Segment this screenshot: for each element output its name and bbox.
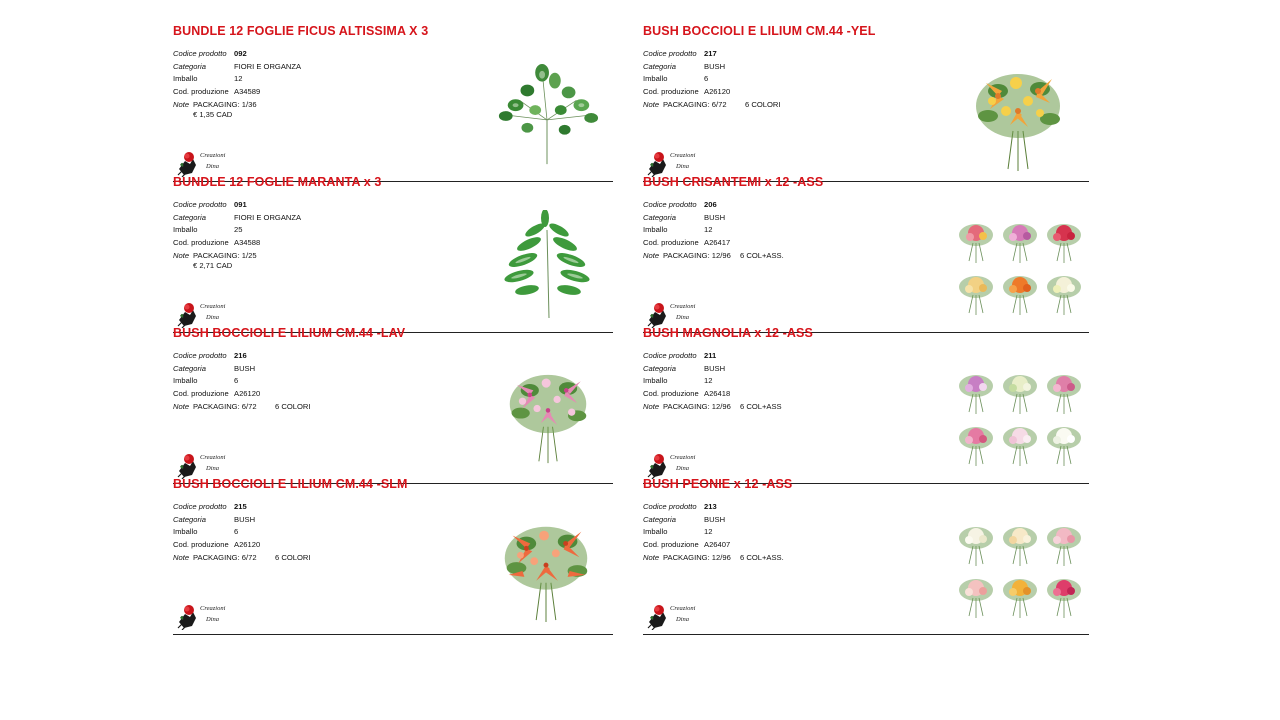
product-card-lily-slm: [173, 477, 613, 635]
rose-logo-icon: [646, 604, 668, 630]
value-imballo: 25: [234, 225, 243, 235]
logo-text-line2: Dina: [676, 163, 689, 170]
logo-text-line1: Creazioni: [670, 152, 696, 159]
label-cod-produzione: Cod. produzione: [173, 87, 229, 97]
product-title: BUSH MAGNOLIA x 12 -ASS: [643, 326, 813, 340]
rose-logo-icon: [176, 453, 198, 479]
label-imballo: Imballo: [173, 376, 198, 386]
product-card-maranta: [173, 175, 613, 333]
logo-text-line1: Creazioni: [670, 303, 696, 310]
label-imballo: Imballo: [643, 225, 668, 235]
value-imballo: 6: [234, 527, 239, 537]
logo-text-line2: Dina: [676, 616, 689, 623]
value-cod-produzione: A26120: [704, 87, 731, 97]
product-title: BUSH CRISANTEMI x 12 -ASS: [643, 175, 824, 189]
value-codice: 216: [234, 351, 247, 360]
product-card-crisantemi: [643, 175, 1089, 333]
value-categoria: BUSH: [704, 61, 726, 71]
logo-text-line2: Dina: [676, 314, 689, 321]
value-cod-produzione: A26407: [704, 540, 731, 550]
label-categoria: Categoria: [643, 514, 676, 524]
label-note: Note: [643, 401, 660, 411]
value-packaging: PACKAGING: 1/25: [193, 250, 257, 260]
rose-logo-icon: [176, 604, 198, 630]
value-packaging: PACKAGING: 12/96: [663, 250, 731, 260]
value-imballo: 6: [234, 376, 239, 386]
value-packaging: PACKAGING: 1/36: [193, 99, 257, 109]
label-cod-produzione: Cod. produzione: [173, 540, 229, 550]
product-title: BUNDLE 12 FOGLIE FICUS ALTISSIMA X 3: [173, 24, 429, 38]
lavender-lily-bush-image: [494, 363, 602, 465]
value-categoria: BUSH: [234, 514, 256, 524]
rose-logo-icon: [646, 302, 668, 328]
label-categoria: Categoria: [173, 212, 206, 222]
rose-logo-icon: [646, 151, 668, 177]
brand-logo: [646, 453, 706, 479]
value-packaging: PACKAGING: 6/72: [193, 552, 257, 562]
label-categoria: Categoria: [643, 363, 676, 373]
label-codice: Codice prodotto: [643, 49, 697, 58]
magnolia-bushes-image: [948, 366, 1088, 466]
label-imballo: Imballo: [173, 74, 198, 84]
value-price: € 2,71 CAD: [193, 260, 233, 270]
product-card-lily-lav: [173, 326, 613, 484]
label-cod-produzione: Cod. produzione: [643, 540, 699, 550]
salmon-lily-bush-image: [496, 514, 596, 624]
product-title: BUSH BOCCIOLI E LILIUM CM.44 -YEL: [643, 24, 876, 38]
label-categoria: Categoria: [173, 514, 206, 524]
ficus-leaves-image: [494, 61, 600, 169]
value-price: € 1,35 CAD: [193, 109, 233, 119]
label-codice: Codice prodotto: [643, 502, 697, 511]
label-note: Note: [643, 99, 660, 109]
value-packaging: PACKAGING: 12/96: [663, 552, 731, 562]
value-imballo: 12: [704, 376, 713, 386]
product-title: BUSH BOCCIOLI E LILIUM CM.44 -SLM: [173, 477, 408, 491]
label-categoria: Categoria: [643, 212, 676, 222]
label-codice: Codice prodotto: [173, 351, 227, 360]
label-note: Note: [173, 250, 190, 260]
value-cod-produzione: A26417: [704, 238, 731, 248]
value-categoria: FIORI E ORGANZA: [234, 212, 302, 222]
label-categoria: Categoria: [173, 61, 206, 71]
rose-logo-icon: [176, 302, 198, 328]
logo-text-line1: Creazioni: [200, 303, 226, 310]
rose-logo-icon: [646, 453, 668, 479]
product-card-peonie: [643, 477, 1089, 635]
label-note: Note: [643, 552, 660, 562]
product-title: BUSH PEONIE x 12 -ASS: [643, 477, 793, 491]
brand-logo: [646, 604, 706, 630]
label-imballo: Imballo: [643, 376, 668, 386]
maranta-leaves-image: [494, 210, 600, 322]
logo-text-line2: Dina: [206, 314, 219, 321]
value-cod-produzione: A26120: [234, 389, 261, 399]
value-imballo: 12: [704, 527, 713, 537]
brand-logo: [176, 151, 236, 177]
logo-text-line2: Dina: [206, 465, 219, 472]
value-packaging: PACKAGING: 6/72: [193, 401, 257, 411]
peony-bushes-image: [948, 517, 1088, 619]
value-imballo: 12: [234, 74, 243, 84]
value-cod-produzione: A26418: [704, 389, 731, 399]
value-colori: 6 COL+ASS.: [740, 552, 784, 562]
brand-logo: [646, 151, 706, 177]
value-categoria: FIORI E ORGANZA: [234, 61, 302, 71]
brand-logo: [646, 302, 706, 328]
product-card-lily-yel: [643, 24, 1089, 182]
label-note: Note: [173, 99, 190, 109]
value-codice: 213: [704, 502, 717, 511]
logo-text-line1: Creazioni: [200, 152, 226, 159]
value-codice: 206: [704, 200, 717, 209]
logo-text-line1: Creazioni: [670, 605, 696, 612]
logo-text-line1: Creazioni: [670, 454, 696, 461]
value-categoria: BUSH: [234, 363, 256, 373]
label-cod-produzione: Cod. produzione: [643, 238, 699, 248]
label-cod-produzione: Cod. produzione: [643, 389, 699, 399]
label-note: Note: [173, 401, 190, 411]
product-title: BUSH BOCCIOLI E LILIUM CM.44 -LAV: [173, 326, 406, 340]
product-card-magnolia: [643, 326, 1089, 484]
rose-logo-icon: [176, 151, 198, 177]
value-cod-produzione: A34588: [234, 238, 261, 248]
value-cod-produzione: A26120: [234, 540, 261, 550]
value-codice: 211: [704, 351, 717, 360]
label-note: Note: [643, 250, 660, 260]
value-colori: 6 COLORI: [745, 99, 781, 109]
label-codice: Codice prodotto: [173, 49, 227, 58]
logo-text-line2: Dina: [676, 465, 689, 472]
product-card-ficus: [173, 24, 613, 182]
value-packaging: PACKAGING: 6/72: [663, 99, 727, 109]
label-imballo: Imballo: [643, 527, 668, 537]
product-title: BUNDLE 12 FOGLIE MARANTA x 3: [173, 175, 382, 189]
label-imballo: Imballo: [173, 527, 198, 537]
value-categoria: BUSH: [704, 363, 726, 373]
value-codice: 215: [234, 502, 247, 511]
value-codice: 217: [704, 49, 717, 58]
yellow-lily-bush-image: [965, 61, 1071, 173]
label-note: Note: [173, 552, 190, 562]
label-codice: Codice prodotto: [173, 502, 227, 511]
logo-text-line1: Creazioni: [200, 605, 226, 612]
value-colori: 6 COL+ASS.: [740, 250, 784, 260]
value-imballo: 6: [704, 74, 709, 84]
logo-text-line2: Dina: [206, 616, 219, 623]
label-cod-produzione: Cod. produzione: [643, 87, 699, 97]
logo-text-line2: Dina: [206, 163, 219, 170]
brand-logo: [176, 302, 236, 328]
brand-logo: [176, 604, 236, 630]
value-codice: 092: [234, 49, 247, 58]
label-categoria: Categoria: [173, 363, 206, 373]
label-imballo: Imballo: [643, 74, 668, 84]
label-codice: Codice prodotto: [173, 200, 227, 209]
label-categoria: Categoria: [643, 61, 676, 71]
label-imballo: Imballo: [173, 225, 198, 235]
label-cod-produzione: Cod. produzione: [173, 238, 229, 248]
value-packaging: PACKAGING: 12/96: [663, 401, 731, 411]
label-codice: Codice prodotto: [643, 200, 697, 209]
value-colori: 6 COL+ASS: [740, 401, 782, 411]
logo-text-line1: Creazioni: [200, 454, 226, 461]
value-colori: 6 COLORI: [275, 401, 311, 411]
brand-logo: [176, 453, 236, 479]
label-cod-produzione: Cod. produzione: [173, 389, 229, 399]
value-categoria: BUSH: [704, 212, 726, 222]
chrysanthemum-bushes-image: [948, 215, 1088, 315]
value-cod-produzione: A34589: [234, 87, 261, 97]
value-categoria: BUSH: [704, 514, 726, 524]
value-colori: 6 COLORI: [275, 552, 311, 562]
value-imballo: 12: [704, 225, 713, 235]
label-codice: Codice prodotto: [643, 351, 697, 360]
value-codice: 091: [234, 200, 247, 209]
